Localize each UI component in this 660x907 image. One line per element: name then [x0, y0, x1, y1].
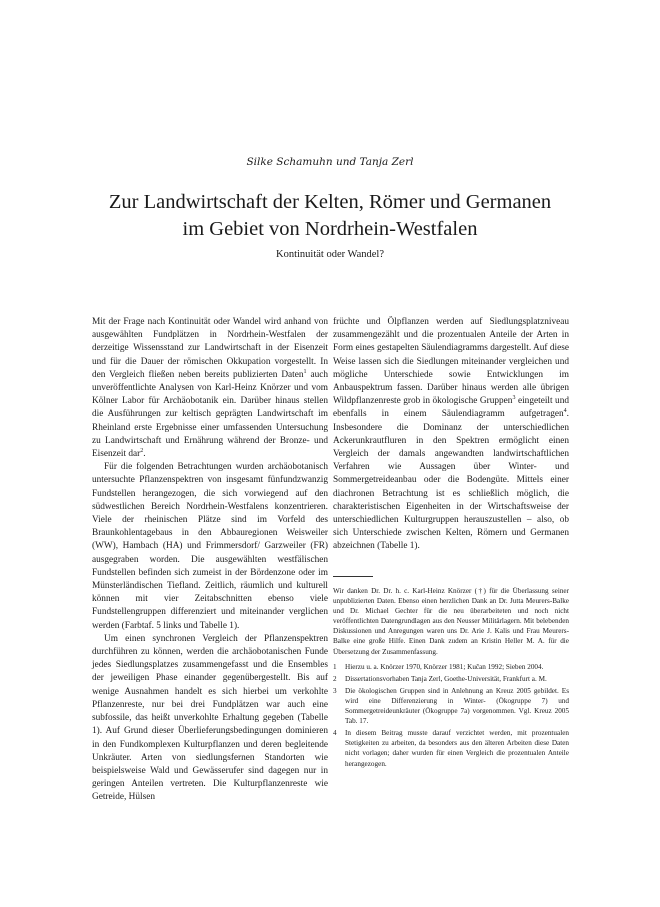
footnote-text: Dissertationsvorhaben Tanja Zerl, Goethe-Universität, Frankfurt a. M.	[345, 674, 547, 683]
paragraph-4-part-b: eingeteilt und ebenfalls in einem Säulendiagramm aufgetragen	[333, 396, 569, 420]
footnote-number: 1	[333, 662, 337, 671]
footnote-text: Hierzu u. a. Knörzer 1970, Knörzer 1981; Kučan 1992; Sieben 2004.	[345, 662, 544, 671]
footnote-divider	[333, 576, 373, 577]
footnote-ref-4: 4	[563, 408, 567, 415]
footnote-text: Die ökologischen Gruppen sind in Anlehnung an Kreuz 2005 gebildet. Es wird eine Differenzierung in Winter- (Ökogruppe 7) und Sommergetreideunkräuter (Ökogruppe 7a) vorgenommen. Vgl. Kreuz 2005 Tab. 17.	[345, 686, 569, 726]
footnote-1	[333, 662, 569, 672]
article-title	[60, 189, 600, 243]
footnotes	[333, 586, 569, 771]
body-column-left	[92, 316, 328, 805]
paragraph-4	[333, 316, 569, 554]
paragraph-1-part-b: auch unveröffentlichte Analysen von Karl-Heinz Knörzer und vom Kölner Labor für Archäobotanik ein. Darüber hinaus stellen die Ausführungen zur keltisch geprägten Landwirtschaft im Rheinland erste Ergebnisse einer umfassenden Untersuchung zu Landwirtschaft und Ernährung während der Bronze- und Eisenzeit dar	[92, 369, 329, 460]
footnote-number: 4	[333, 729, 337, 738]
paragraph-3: Um einen synchronen Vergleich der Pflanzenspektren durchführen zu können, werden die archäobotanischen Funde jedes Siedlungsplatzes zusammengefasst und die Ensembles der jeweiligen Phase einander gegenübergestellt. Bis auf wenige Ausnahmen handelt es sich hierbei um verkohlte Pflanzenreste, nur bei drei Fundplätzen war auch eine subfossile, das heißt unverkohlte Erhaltung gegeben (Tabelle 1). Auf Grund dieser Überlieferungsbedingungen dominieren in den Fundkomplexen Kulturpflanzen und deren begleitende Unkräuter. Arten von siedlungsfernen Standorten wie beispielsweise Wald und Gewässerufer sind dagegen nur in geringen Anteilen vertreten. Die Kulturpflanzenreste wie Getreide, Hülsen	[92, 633, 328, 803]
title-line-2: im Gebiet von Nordrhein-Westfalen	[182, 218, 478, 240]
footnote-ref-3: 3	[512, 395, 516, 402]
title-line-1: Zur Landwirtschaft der Kelten, Römer und Germanen	[108, 191, 552, 213]
footnote-number: 3	[333, 686, 337, 695]
paragraph-1-part-a: Mit der Frage nach Kontinuität oder Wandel wird anhand von ausgewählten Fundplätzen in Nordrhein-Westfalen der derzeitige Wissensstand zur Landwirtschaft in der Eisenzeit und für die Dauer der römischen Okkupation vorgestellt. In den Vergleich fließen neben bereits publizierten Daten	[92, 317, 328, 380]
authors: Silke Schamuhn und Tanja Zerl	[246, 156, 414, 168]
body-column-right	[333, 316, 569, 554]
paragraph-1-part-c: .	[143, 449, 146, 460]
footnote-ref-2: 2	[140, 447, 144, 454]
footnote-text: In diesem Beitrag musste darauf verzichtet werden, mit prozentualen Stetigkeiten zu arbeiten, da besonders aus den älteren Arbeiten diese Daten nicht vorlagen; daher wurden für einen Vergleich die prozentualen Anteile herangezogen.	[345, 729, 569, 768]
footnote-ref-1: 1	[303, 368, 307, 375]
paragraph-4-part-a: früchte und Ölpflanzen werden auf Siedlungsplatzniveau zusammengezählt und die prozentualen Anteile der Arten in Form eines gestapelten Säulendiagramms dargestellt. Auf diese Weise lassen sich die Siedlungen miteinander vergleichen und mögliche Unterschiede sowie Entwicklungen im Anbauspektrum fassen. Darüber hinaus werden alle übrigen Wildpflanzenreste grob in ökologische Gruppen	[333, 317, 569, 407]
acknowledgement-note: Wir danken Dr. Dr. h. c. Karl-Heinz Knörzer (†) für die Überlassung seiner unpublizierten Daten. Ebenso einen herzlichen Dank an Dr. Jutta Meurers-Balke und Dr. Michael Gechter für die neu überarbeiteten und noch nicht veröffentlichten Datengrundlagen aus den Neusser Militärlagern. Mit belebenden Diskussionen und Anregungen waren uns Dr. Arie J. Kalis und Frau Meurers-Balke eine große Hilfe. Einen Dank zudem an Kristin Heller M. A. für die Übersetzung der Zusammenfassung.	[333, 587, 569, 656]
footnote-2	[333, 674, 569, 684]
footnote-number: 2	[333, 674, 337, 683]
paragraph-1	[92, 316, 328, 461]
paragraph-4-part-c: . Insbesondere die Dominanz der unterschiedlichen Ackerunkrautfluren in den Spektren ermöglicht einen Vergleich der damals angewandten landwirtschaftlichen Verfahren wie Aussagen über Winter- und Sommergetreideanbau oder die Bodengüte. Mittels einer diachronen Betrachtung ist es schließlich möglich, die charakteristischen Eigenheiten in der Wirtschaftsweise der unterschiedlichen Kulturgruppen herauszustellen – also, ob sich Unterschiede zwischen Kelten, Römern und Germanen abzeichnen (Tabelle 1).	[333, 409, 569, 552]
footnote-4	[333, 728, 569, 768]
paragraph-2: Für die folgenden Betrachtungen wurden archäobotanisch untersuchte Pflanzenspektren von insgesamt fünfundzwanzig Fundstellen herangezogen, die sich vorwiegend auf den südwestlichen Bereich Nordrhein-Westfalens konzentrieren. Viele der rheinischen Plätze sind im Vorfeld des Braunkohlentagebaus in den Abbauregionen Weisweiler (WW), Hambach (HA) und Frimmersdorf/ Garzweiler (FR) ausgegraben worden. Die ausgewählten westfälischen Fundstellen befinden sich zumeist in der Bördenzone oder im Münsterländischen Tiefland. Zeitlich, räumlich und kulturell können mit vier Zeitabschnitten ebenso viele Fundstellengruppen differenziert und miteinander verglichen werden (Farbtaf. 5 links und Tabelle 1).	[92, 462, 328, 631]
article-subtitle: Kontinuität oder Wandel?	[275, 249, 384, 260]
footnote-3	[333, 686, 569, 726]
